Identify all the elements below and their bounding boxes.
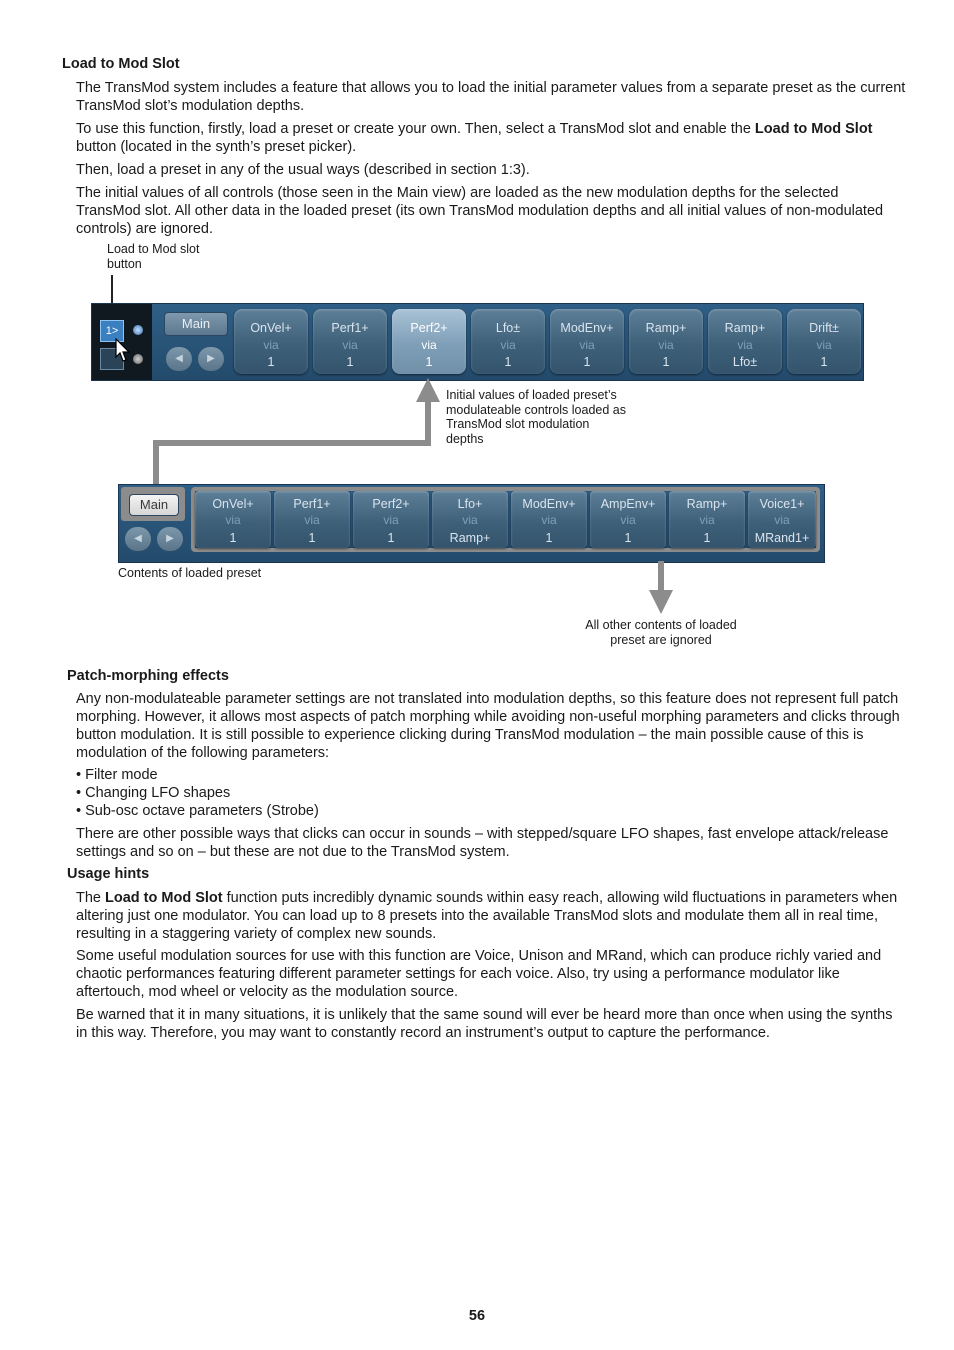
slot-via: via xyxy=(620,513,636,527)
connector-down xyxy=(658,561,664,593)
preset-slot-4[interactable] xyxy=(432,491,508,548)
slot-depth: 1 xyxy=(583,355,591,369)
mod-slot-2[interactable] xyxy=(313,309,387,374)
slot-via: via xyxy=(774,513,790,527)
intro-paragraph-1: The TransMod system includes a feature that allows you to load the initial parameter values from a separate preset as the current TransMod slot’s modulation depths. xyxy=(76,80,906,114)
slot-via: via xyxy=(421,338,437,352)
bullet-item: • Filter mode xyxy=(76,767,158,783)
label-contents-of-loaded-preset: Contents of loaded preset xyxy=(118,566,262,580)
slot-source: Voice1+ xyxy=(759,497,805,511)
slot-source: OnVel+ xyxy=(250,321,292,335)
slot-source: OnVel+ xyxy=(212,497,254,511)
arrow-down-icon xyxy=(649,590,673,614)
slot-via: via xyxy=(462,513,478,527)
mod-slot-1[interactable] xyxy=(234,309,308,374)
slot-via: via xyxy=(304,513,320,527)
usage-hints-title: Usage hints xyxy=(67,866,150,882)
top-synth-panel xyxy=(91,303,864,381)
mod-slot-7[interactable] xyxy=(708,309,782,374)
slot-via: via xyxy=(342,338,358,352)
slot-depth: Ramp+ xyxy=(449,531,491,545)
arrow-up-icon xyxy=(416,378,440,402)
mouse-pointer-icon xyxy=(114,338,132,364)
slot-source: Perf2+ xyxy=(410,321,448,335)
preset-slot-7[interactable] xyxy=(669,491,745,548)
patch-morphing-paragraph: Any non-modulateable parameter settings are not translated into modulation depths, so this feature does not represent full patch morphing. However, it allows most aspects of patch morphing while avoiding non-useful morphing parameters and clicks through button modulation. It is still possible to experience clicking during TransMod modulation – the main possible cause of this is modulation of the following parameters: xyxy=(76,691,900,761)
slot-source: Perf2+ xyxy=(372,497,410,511)
mod-slot-5[interactable] xyxy=(550,309,624,374)
connector-vertical-left xyxy=(153,440,159,490)
usage-paragraph-1: The Load to Mod Slot function puts incredibly dynamic sounds within easy reach, allowing wild fluctuations in parameters when altering just one modulator. You can load up to 8 presets into the available TransMod slots and modulate them all in real time, resulting in a staggering variety of complex new sounds. xyxy=(76,890,898,942)
page-number: 56 xyxy=(468,1308,486,1324)
next-arrow-icon[interactable]: ▶ xyxy=(157,527,183,551)
slot-source: ModEnv+ xyxy=(560,321,614,335)
bullet-item: • Sub-osc octave parameters (Strobe) xyxy=(76,803,319,819)
knob-icon xyxy=(133,354,143,364)
slot-depth: 1 xyxy=(545,531,553,545)
slot-source: Perf1+ xyxy=(293,497,331,511)
slot-depth: MRand1+ xyxy=(754,531,810,545)
slot-depth: 1 xyxy=(504,355,512,369)
preset-slot-6[interactable] xyxy=(590,491,666,548)
slot-via: via xyxy=(816,338,832,352)
slot-depth: 1 xyxy=(425,355,433,369)
slot-source: Lfo+ xyxy=(457,497,483,511)
slot-via: via xyxy=(658,338,674,352)
slot-source: AmpEnv+ xyxy=(600,497,656,511)
slot-source: ModEnv+ xyxy=(522,497,576,511)
label-initial-values: Initial values of loaded preset’s modulateable controls loaded as TransMod slot modulation depths xyxy=(446,388,626,446)
patch-morphing-paragraph-2: There are other possible ways that clicks can occur in sounds – with stepped/square LFO shapes, fast envelope attack/release settings and so on – but these are not due to the TransMod system. xyxy=(76,826,889,860)
connector-vertical-right xyxy=(425,398,431,446)
intro-paragraph-2: To use this function, firstly, load a preset or create your own. Then, select a TransMod slot and enable the Load to Mod Slot button (located in the synth’s preset picker). xyxy=(76,121,873,155)
label-load-to-mod-slot-button: Load to Mod slot button xyxy=(107,242,200,271)
slot-source: Ramp+ xyxy=(686,497,728,511)
slot-depth: 1 xyxy=(624,531,632,545)
bottom-synth-panel xyxy=(118,484,825,563)
slot-depth: 1 xyxy=(229,531,237,545)
slot-via: via xyxy=(263,338,279,352)
intro-paragraph-4: The initial values of all controls (those seen in the Main view) are loaded as the new modulation depths for the selected TransMod slot. All other data in the loaded preset (its own TransMod modulation depths and all initial values of non-modulated controls) are ignored. xyxy=(76,185,884,237)
slot-via: via xyxy=(500,338,516,352)
prev-arrow-icon[interactable]: ◀ xyxy=(125,527,151,551)
usage-paragraph-3: Be warned that it in many situations, it is unlikely that the same sound will ever be heard more than once when using the synths in this way. Therefore, you may want to constantly record an instrument’s output to capture the performance. xyxy=(76,1007,893,1041)
intro-paragraph-3: Then, load a preset in any of the usual ways (described in section 1:3). xyxy=(76,162,530,178)
preset-slot-5[interactable] xyxy=(511,491,587,548)
slot-depth: 1 xyxy=(346,355,354,369)
main-button[interactable]: Main xyxy=(164,312,228,336)
next-arrow-icon[interactable]: ▶ xyxy=(198,347,224,371)
connector-horizontal xyxy=(153,440,431,446)
usage-paragraph-2: Some useful modulation sources for use with this function are Voice, Unison and MRand, which can produce richly varied and chaotic performances featuring different parameter settings for each voice. Also, try using a performance modulator like aftertouch, mod wheel or velocity as the modulation source. xyxy=(76,948,882,1000)
slot-via: via xyxy=(699,513,715,527)
slot-source: Perf1+ xyxy=(331,321,369,335)
main-button[interactable]: Main xyxy=(129,494,179,516)
slot-via: via xyxy=(383,513,399,527)
slot-depth: 1 xyxy=(703,531,711,545)
slot-via: via xyxy=(737,338,753,352)
patch-morphing-title: Patch-morphing effects xyxy=(67,668,229,684)
label-ignored: All other contents of loaded preset are ignored xyxy=(585,618,737,647)
slot-via: via xyxy=(225,513,241,527)
slot-source: Ramp+ xyxy=(724,321,766,335)
slot-depth: 1 xyxy=(308,531,316,545)
mod-slot-4[interactable] xyxy=(471,309,545,374)
prev-arrow-icon[interactable]: ◀ xyxy=(166,347,192,371)
slot-depth: 1 xyxy=(820,355,828,369)
slot-source: Lfo± xyxy=(495,321,521,335)
slot-source: Drift± xyxy=(809,321,839,335)
slot-via: via xyxy=(541,513,557,527)
preset-slot-3[interactable] xyxy=(353,491,429,548)
preset-slot-2[interactable] xyxy=(274,491,350,548)
slot-via: via xyxy=(579,338,595,352)
section-title: Load to Mod Slot xyxy=(62,56,180,72)
slot-depth: 1 xyxy=(662,355,670,369)
load-to-mod-slot-button[interactable]: 1> xyxy=(100,320,124,342)
mod-slot-8[interactable] xyxy=(787,309,861,374)
preset-slot-1[interactable] xyxy=(195,491,271,548)
slot-depth: Lfo± xyxy=(732,355,758,369)
preset-picker xyxy=(92,304,152,380)
mod-slot-3[interactable] xyxy=(392,309,466,374)
slot-source: Ramp+ xyxy=(645,321,687,335)
bullet-item: • Changing LFO shapes xyxy=(76,785,231,801)
preset-slot-8[interactable] xyxy=(748,491,816,548)
mod-slot-6[interactable] xyxy=(629,309,703,374)
slot-depth: 1 xyxy=(387,531,395,545)
led-icon xyxy=(133,325,143,335)
slot-depth: 1 xyxy=(267,355,275,369)
